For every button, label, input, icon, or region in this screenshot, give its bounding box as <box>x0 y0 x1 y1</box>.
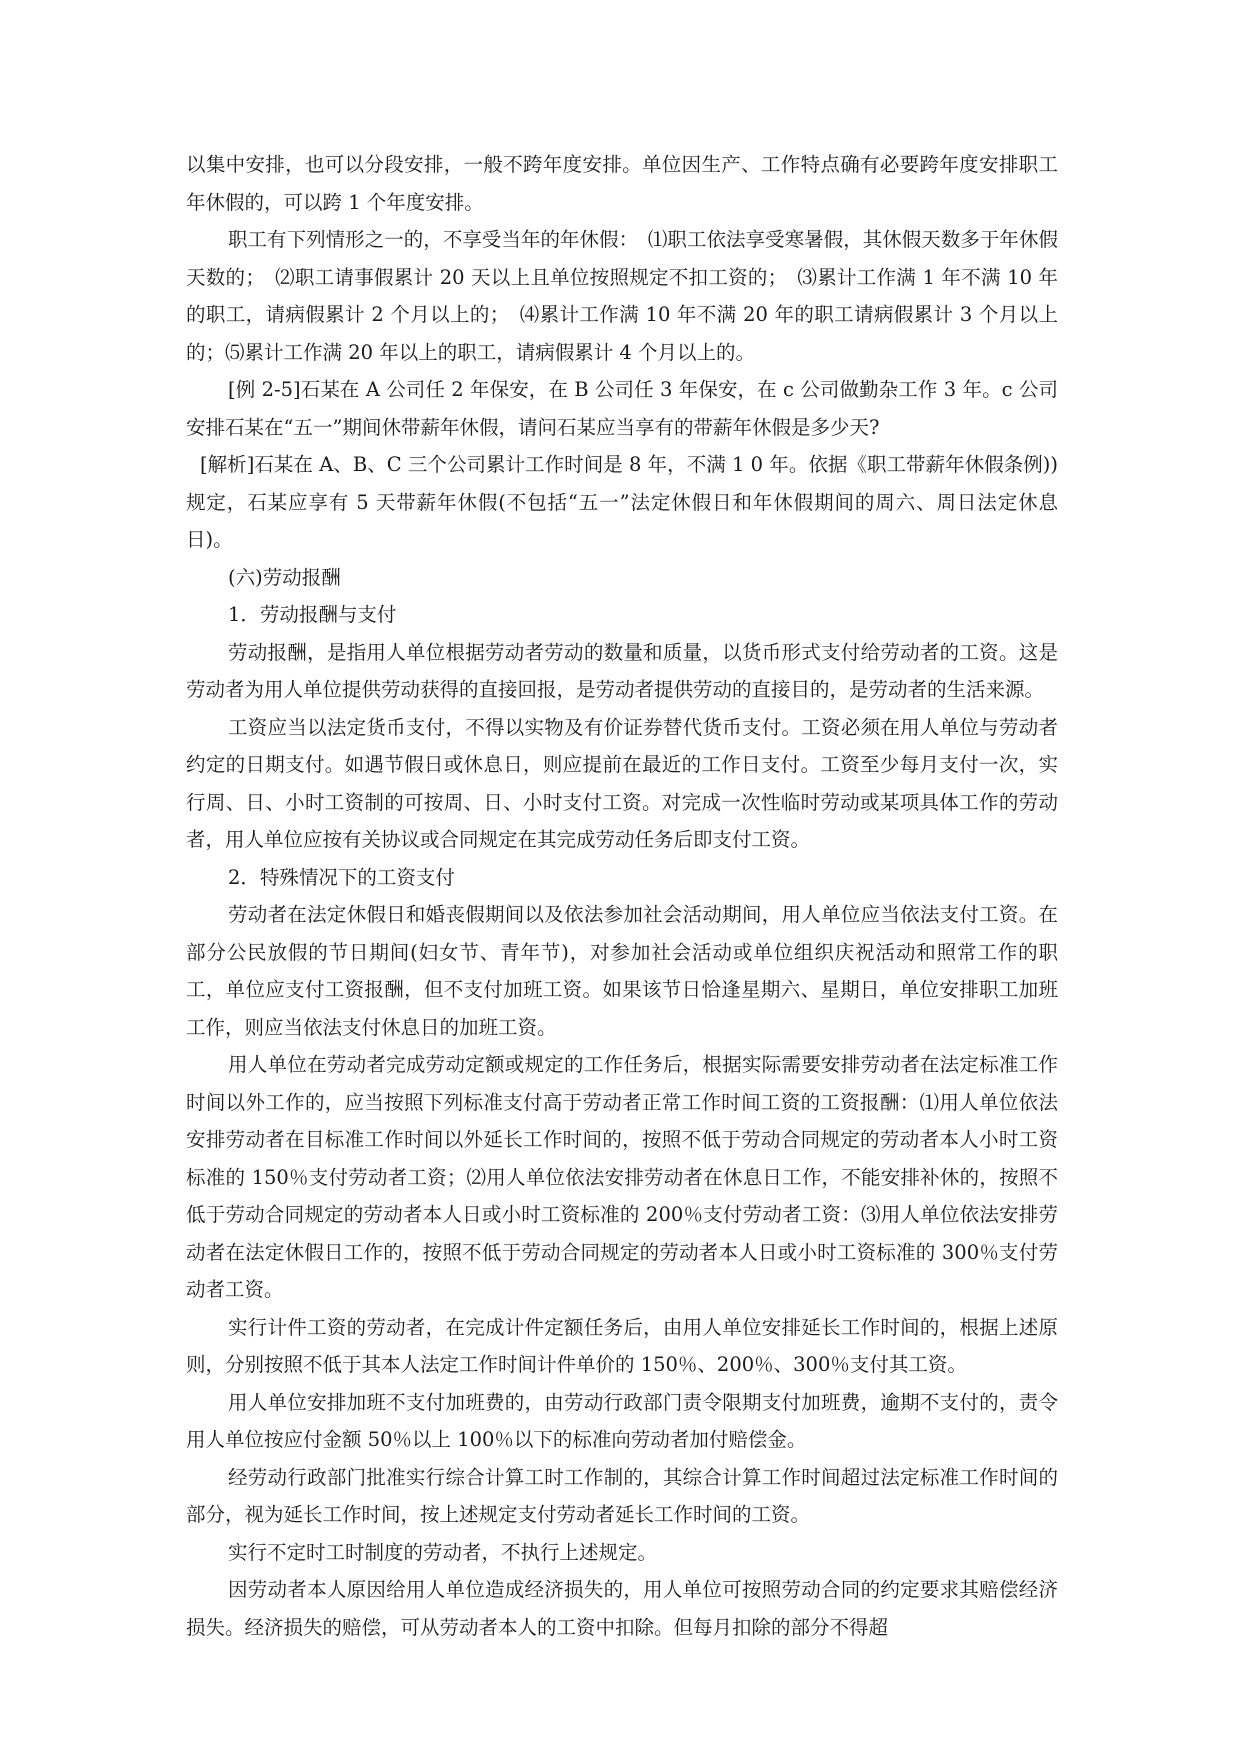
paragraph-comprehensive-hours: 经劳动行政部门批准实行综合计算工时工作制的，其综合计算工作时间超过法定标准工作时间的部分，视为延长工作时间，按上述规定支付劳动者延长工作时间的工资。 <box>186 1465 1058 1526</box>
paragraph-analysis: [解析]石某在 A、B、C 三个公司累计工作时间是 8 年，不满 1 0 年。依据《职工带薪年休假条例))规定，石某应享有 5 天带薪年休假(不包括“五一”法定休假日和年休假期间的周六、周日法定休息日)。 <box>186 453 1058 551</box>
paragraph-example-2-5: [例 2-5]石某在 A 公司任 2 年保安，在 B 公司任 3 年保安，在 c 公司做勤杂工作 3 年。c 公司安排石某在“五一”期间休带薪年休假，请问石某应当享有的带薪年休假是多少天? <box>186 378 1058 439</box>
paragraph-leave-exclusions: 职工有下列情形之一的，不享受当年的年休假： ⑴职工依法享受寒暑假，其休假天数多于年休假天数的； ⑵职工请事假累计 20 天以上且单位按照规定不扣工资的； ⑶累计工作满 1 年不满 10 年的职工，请病假累计 2 个月以上的； ⑷累计工作满 10 年不满 20 年的职工请病假累计 3 个月以上的；⑸累计工作满 20 年以上的职工，请病假累计 4 个月以上的。 <box>186 228 1058 364</box>
paragraph-flexible-hours: 实行不定时工时制度的劳动者，不执行上述规定。 <box>228 1540 658 1564</box>
document-page <box>186 146 1058 1646</box>
section-heading-labor-remuneration: (六)劳动报酬 <box>228 565 341 589</box>
paragraph-annual-leave-arrangement: 以集中安排，也可以分段安排，一般不跨年度安排。单位因生产、工作特点确有必要跨年度安排职工年休假的，可以跨 1 个年度安排。 <box>186 153 1058 214</box>
paragraph-unpaid-overtime: 用人单位安排加班不支付加班费的，由劳动行政部门责令限期支付加班费，逾期不支付的，责令用人单位按应付金额 50％以上 100％以下的标准向劳动者加付赔偿金。 <box>186 1390 1058 1451</box>
paragraph-overtime-standards: 用人单位在劳动者完成劳动定额或规定的工作任务后，根据实际需要安排劳动者在法定标准工作时间以外工作的，应当按照下列标准支付高于劳动者正常工作时间工资的工资报酬：⑴用人单位依法安排劳动者在目标准工作时间以外延长工作时间的，按照不低于劳动合同规定的劳动者本人小时工资标准的 150％支付劳动者工资；⑵用人单位依法安排劳动者在休息日工作，不能安排补休的，按照不低于劳动合同规定的劳动者本人日或小时工资标准的 200％支付劳动者工资：⑶用人单位依法安排劳动者在法定休假日工作的，按照不低于劳动合同规定的劳动者本人日或小时工资标准的 300％支付劳动者工资。 <box>186 1053 1058 1301</box>
paragraph-economic-loss: 因劳动者本人原因给用人单位造成经济损失的，用人单位可按照劳动合同的约定要求其赔偿经济损失。经济损失的赔偿，可从劳动者本人的工资中扣除。但每月扣除的部分不得超 <box>186 1578 1058 1639</box>
paragraph-wage-payment-rules: 工资应当以法定货币支付，不得以实物及有价证券替代货币支付。工资必须在用人单位与劳动者约定的日期支付。如遇节假日或休息日，则应提前在最近的工作日支付。工资至少每月支付一次，实行周、日、小时工资制的可按周、日、小时支付工资。对完成一次性临时劳动或某项具体工作的劳动者，用人单位应按有关协议或合同规定在其完成劳动任务后即支付工资。 <box>186 715 1058 851</box>
paragraph-piecework-wages: 实行计件工资的劳动者，在完成计件定额任务后，由用人单位安排延长工作时间的，根据上述原则，分别按照不低于其本人法定工作时间计件单价的 150％、200％、300％支付其工资。 <box>186 1315 1058 1376</box>
subheading-special-wage-payment: 2．特殊情况下的工资支付 <box>228 865 455 889</box>
paragraph-remuneration-definition: 劳动报酬，是指用人单位根据劳动者劳动的数量和质量，以货币形式支付给劳动者的工资。这是劳动者为用人单位提供劳动获得的直接回报，是劳动者提供劳动的直接目的，是劳动者的生活来源。 <box>186 640 1058 701</box>
subheading-remuneration-payment: 1．劳动报酬与支付 <box>228 603 397 626</box>
paragraph-holiday-wages: 劳动者在法定休假日和婚丧假期间以及依法参加社会活动期间，用人单位应当依法支付工资。在部分公民放假的节日期间(妇女节、青年节)，对参加社会活动或单位组织庆祝活动和照常工作的职工，单位应支付工资报酬，但不支付加班工资。如果该节日恰逢星期六、星期日，单位安排职工加班工作，则应当依法支付休息日的加班工资。 <box>186 903 1058 1039</box>
